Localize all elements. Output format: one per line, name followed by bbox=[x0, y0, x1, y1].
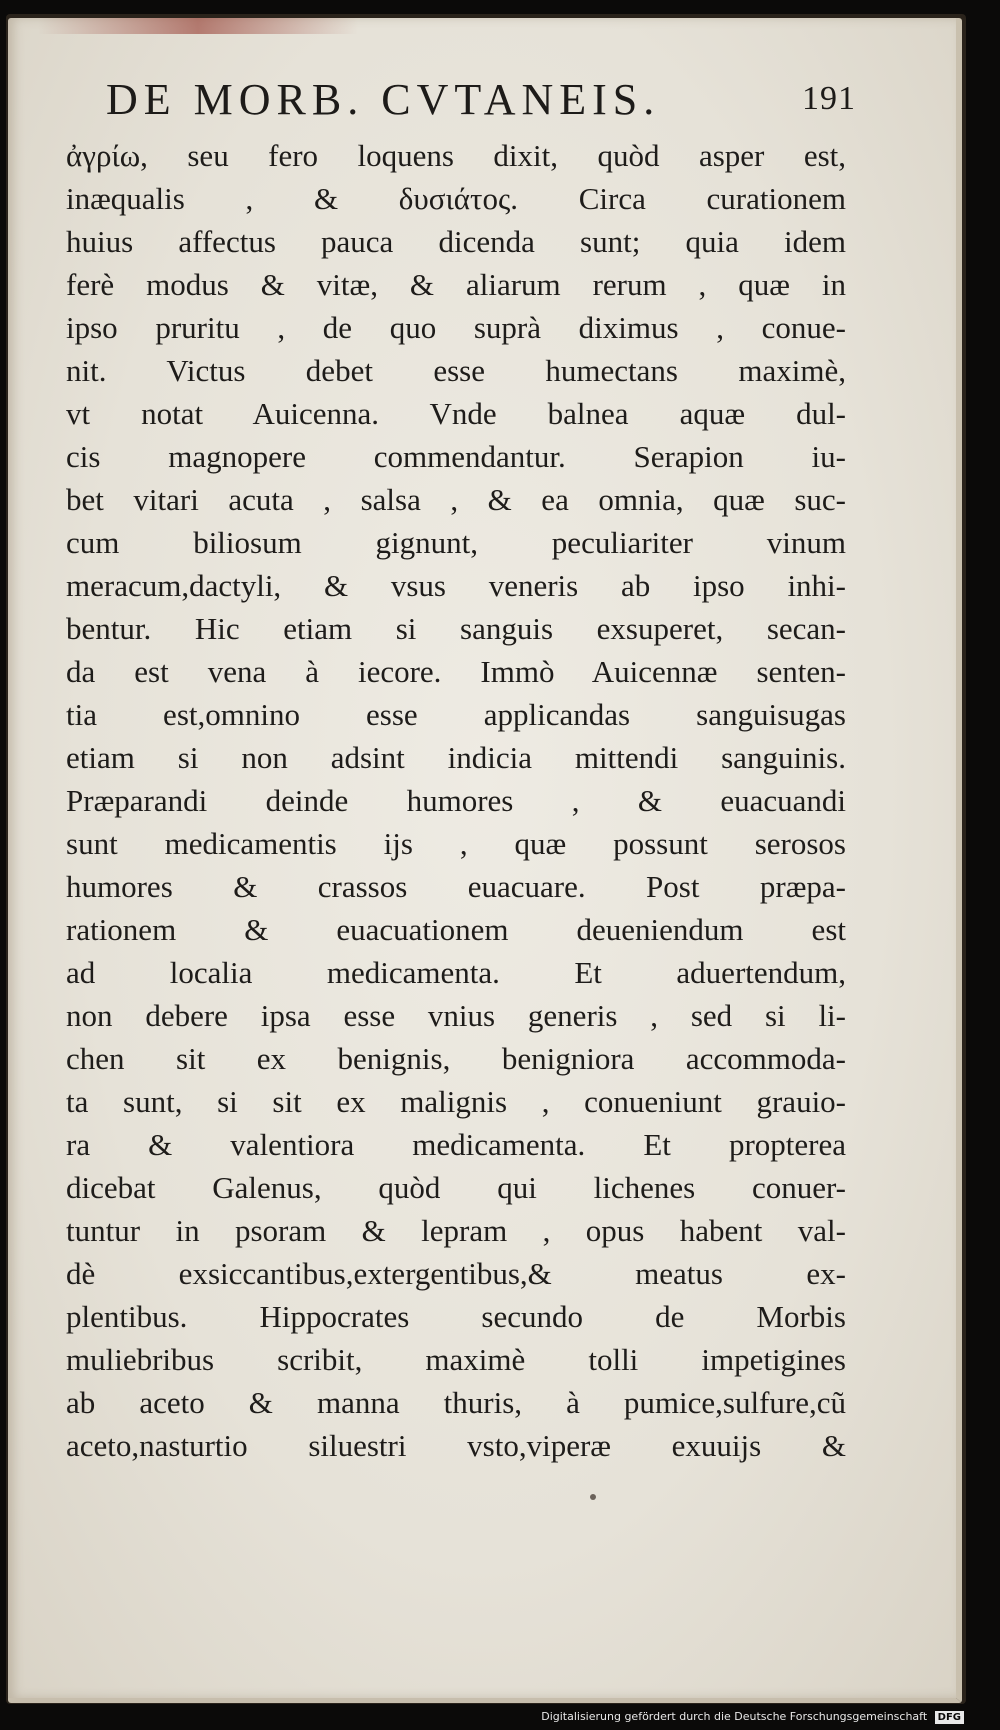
page-top-stain bbox=[38, 18, 358, 34]
text-line: tia est,omnino esse applicandas sanguisugas bbox=[66, 697, 846, 732]
text-line: Præparandi deinde humores , & euacuandi bbox=[66, 783, 846, 818]
text-line: aceto,nasturtio siluestri vsto,viperæ exuuijs & bbox=[66, 1428, 846, 1463]
text-line: sunt medicamentis ijs , quæ possunt serosos bbox=[66, 826, 846, 861]
text-line: non debere ipsa esse vnius generis , sed si li- bbox=[66, 998, 846, 1033]
text-line: dicebat Galenus, quòd qui lichenes conuer- bbox=[66, 1170, 846, 1205]
text-line: inæqualis , & δυσιάτος. Circa curationem bbox=[66, 181, 846, 216]
text-line: cum biliosum gignunt, peculiariter vinum bbox=[66, 525, 846, 560]
text-line: rationem & euacuationem deueniendum est bbox=[66, 912, 846, 947]
text-line: etiam si non adsint indicia mittendi sanguinis. bbox=[66, 740, 846, 775]
page-number: 191 bbox=[802, 80, 856, 117]
running-head bbox=[96, 74, 856, 134]
text-line: vt notat Auicenna. Vnde balnea aquæ dul- bbox=[66, 396, 846, 431]
credit-text: Digitalisierung gefördert durch die Deutsche Forschungsgemeinschaft bbox=[541, 1710, 928, 1723]
text-line: plentibus. Hippocrates secundo de Morbis bbox=[66, 1299, 846, 1334]
text-line: dè exsiccantibus,extergentibus,& meatus ex- bbox=[66, 1256, 846, 1291]
text-line: tuntur in psoram & lepram , opus habent val- bbox=[66, 1213, 846, 1248]
text-line: ἀγρίω, seu fero loquens dixit, quòd asper est, bbox=[66, 138, 846, 173]
text-line: muliebribus scribit, maximè tolli impetigines bbox=[66, 1342, 846, 1377]
text-line: bet vitari acuta , salsa , & ea omnia, quæ suc- bbox=[66, 482, 846, 517]
running-title: DE MORB. CVTANEIS. bbox=[106, 75, 661, 124]
text-line: huius affectus pauca dicenda sunt; quia idem bbox=[66, 224, 846, 259]
text-line: ab aceto & manna thuris, à pumice,sulfure,cũ bbox=[66, 1385, 846, 1420]
text-line: bentur. Hic etiam si sanguis exsuperet, secan- bbox=[66, 611, 846, 646]
ink-speck bbox=[590, 1494, 596, 1500]
text-line: nit. Victus debet esse humectans maximè, bbox=[66, 353, 846, 388]
text-line: cis magnopere commendantur. Serapion iu- bbox=[66, 439, 846, 474]
text-line: meracum,dactyli, & vsus veneris ab ipso inhi- bbox=[66, 568, 846, 603]
text-line: da est vena à iecore. Immò Auicennæ senten- bbox=[66, 654, 846, 689]
digitization-credit bbox=[541, 1710, 964, 1724]
text-line: chen sit ex benignis, benigniora accommoda- bbox=[66, 1041, 846, 1076]
text-line: ferè modus & vitæ, & aliarum rerum , quæ in bbox=[66, 267, 846, 302]
text-line: ra & valentiora medicamenta. Et propterea bbox=[66, 1127, 846, 1162]
text-line: ad localia medicamenta. Et aduertendum, bbox=[66, 955, 846, 990]
text-line: humores & crassos euacuare. Post præpa- bbox=[66, 869, 846, 904]
body-text bbox=[66, 134, 846, 1467]
text-line: ta sunt, si sit ex malignis , conueniunt grauio- bbox=[66, 1084, 846, 1119]
dfg-logo: DFG bbox=[935, 1711, 964, 1724]
text-line: ipso pruritu , de quo suprà diximus , conue- bbox=[66, 310, 846, 345]
